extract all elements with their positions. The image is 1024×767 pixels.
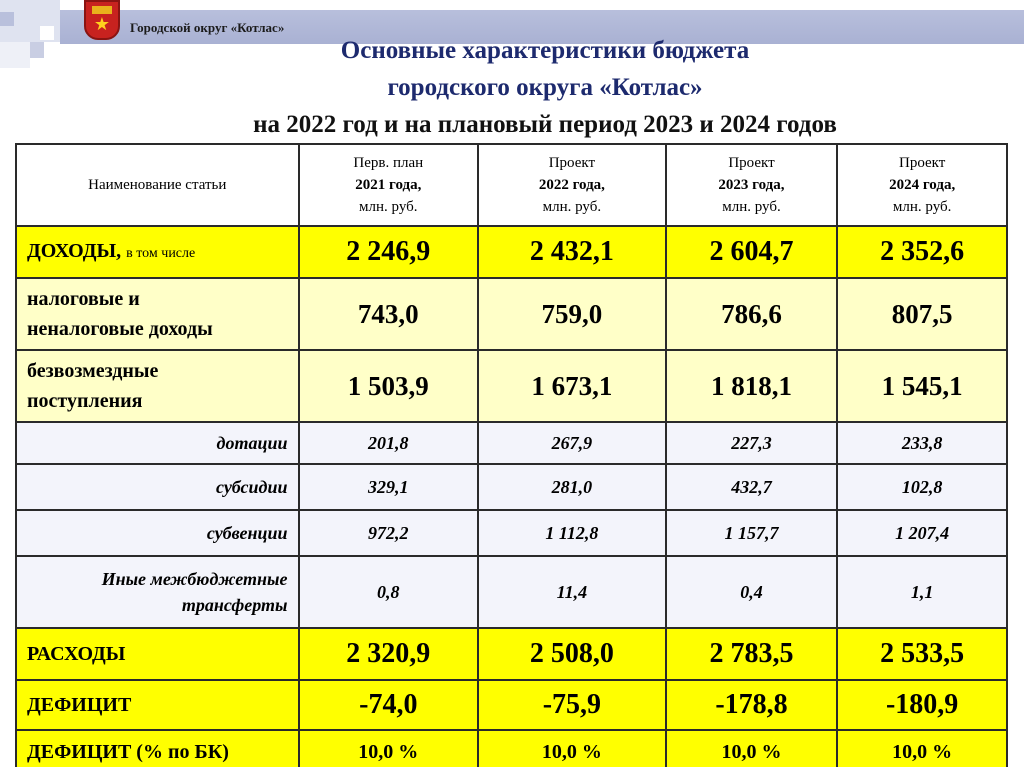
table-cell: 2 352,6 (837, 226, 1007, 278)
row-label (16, 350, 299, 422)
table-cell: 2 320,9 (299, 628, 479, 680)
table-cell: 201,8 (299, 422, 479, 464)
table-cell: 10,0 % (478, 730, 666, 767)
table-cell: 281,0 (478, 464, 666, 510)
table-cell: 1 112,8 (478, 510, 666, 556)
star-icon: ★ (93, 14, 111, 34)
corner-decoration (0, 42, 30, 68)
table-row-gratuitous (16, 350, 1007, 422)
table-cell: 972,2 (299, 510, 479, 556)
budget-table (15, 143, 1008, 767)
table-cell: -178,8 (666, 680, 838, 730)
org-name: Городской округ «Котлас» (130, 20, 285, 35)
table-row-subventions (16, 510, 1007, 556)
row-label: субсидии (16, 464, 299, 510)
header-col-2023 (666, 144, 838, 226)
col-unit: млн. руб. (892, 199, 952, 215)
table-row-deficit-percent (16, 730, 1007, 767)
row-label-line: Иные межбюджетные (101, 569, 288, 589)
row-label-line: налоговые и (27, 288, 140, 310)
table-cell: 1 673,1 (478, 350, 666, 422)
table-cell: 0,8 (299, 556, 479, 628)
table-cell: 329,1 (299, 464, 479, 510)
table-cell: 759,0 (478, 278, 666, 350)
table-row-subsidies-dotation (16, 422, 1007, 464)
table-row-other-transfers (16, 556, 1007, 628)
row-label-line: безвозмездные (27, 360, 159, 382)
table-cell: 227,3 (666, 422, 838, 464)
col-year: 2023 года, (718, 177, 785, 193)
title-line-1: Основные характеристики бюджета (340, 37, 750, 64)
table-cell: 2 604,7 (666, 226, 838, 278)
table-cell: 11,4 (478, 556, 666, 628)
header-col-2024 (837, 144, 1007, 226)
table-cell: 807,5 (837, 278, 1007, 350)
table-row-subsidies (16, 464, 1007, 510)
table-cell: 102,8 (837, 464, 1007, 510)
table-cell: 2 533,5 (837, 628, 1007, 680)
header-col-2021 (299, 144, 479, 226)
table-cell: 1 545,1 (837, 350, 1007, 422)
table-row-income (16, 226, 1007, 278)
table-cell: 1 503,9 (299, 350, 479, 422)
header-name: Наименование статьи (16, 144, 299, 226)
col-unit: млн. руб. (722, 199, 781, 215)
row-label-line: трансферты (181, 595, 288, 615)
table-cell: 0,4 (666, 556, 838, 628)
table-cell: -75,9 (478, 680, 666, 730)
row-label-line: поступления (27, 390, 143, 412)
table-cell: 233,8 (837, 422, 1007, 464)
table-cell: 10,0 % (666, 730, 838, 767)
col-top: Перв. план (353, 155, 424, 171)
table-row-expenses (16, 628, 1007, 680)
row-label (16, 556, 299, 628)
col-year: 2021 года, (355, 177, 422, 193)
table-header-row (16, 144, 1007, 226)
table-cell: 1 207,4 (837, 510, 1007, 556)
table-cell: 1,1 (837, 556, 1007, 628)
table-cell: 1 818,1 (666, 350, 838, 422)
row-label: дотации (16, 422, 299, 464)
row-label (16, 226, 299, 278)
corner-decoration (0, 12, 14, 26)
corner-decoration (30, 42, 44, 58)
page-title (150, 32, 940, 143)
col-top: Проект (548, 155, 596, 171)
table-cell: 2 508,0 (478, 628, 666, 680)
table-cell: 2 432,1 (478, 226, 666, 278)
col-year: 2024 года, (889, 177, 956, 193)
row-label: субвенции (16, 510, 299, 556)
col-top: Проект (898, 155, 946, 171)
col-unit: млн. руб. (359, 199, 418, 215)
title-line-3: на 2022 год и на плановый период 2023 и 2024 годов (253, 111, 837, 138)
row-label-note: в том числе (126, 245, 196, 261)
header-col-2022 (478, 144, 666, 226)
col-year: 2022 года, (538, 177, 605, 193)
col-top: Проект (728, 155, 775, 171)
table-cell: 2 246,9 (299, 226, 479, 278)
table-cell: 10,0 % (299, 730, 479, 767)
table-cell: 1 157,7 (666, 510, 838, 556)
table-cell: -180,9 (837, 680, 1007, 730)
row-label: ДЕФИЦИТ (% по БК) (16, 730, 299, 767)
title-line-2: городского округа «Котлас» (387, 74, 703, 101)
row-label (16, 278, 299, 350)
table-cell: 10,0 % (837, 730, 1007, 767)
table-cell: -74,0 (299, 680, 479, 730)
row-label: ДЕФИЦИТ (16, 680, 299, 730)
table-row-deficit (16, 680, 1007, 730)
crown-icon (92, 6, 112, 14)
row-label-text: ДОХОДЫ, (27, 239, 122, 262)
table-cell: 2 783,5 (666, 628, 838, 680)
row-label-line: неналоговые доходы (27, 318, 213, 340)
table-cell: 786,6 (666, 278, 838, 350)
table-row-tax-income (16, 278, 1007, 350)
row-label: РАСХОДЫ (16, 628, 299, 680)
table-cell: 743,0 (299, 278, 479, 350)
col-unit: млн. руб. (542, 199, 602, 215)
coat-of-arms-icon (84, 0, 120, 40)
table-cell: 432,7 (666, 464, 838, 510)
table-cell: 267,9 (478, 422, 666, 464)
corner-decoration (40, 26, 54, 40)
